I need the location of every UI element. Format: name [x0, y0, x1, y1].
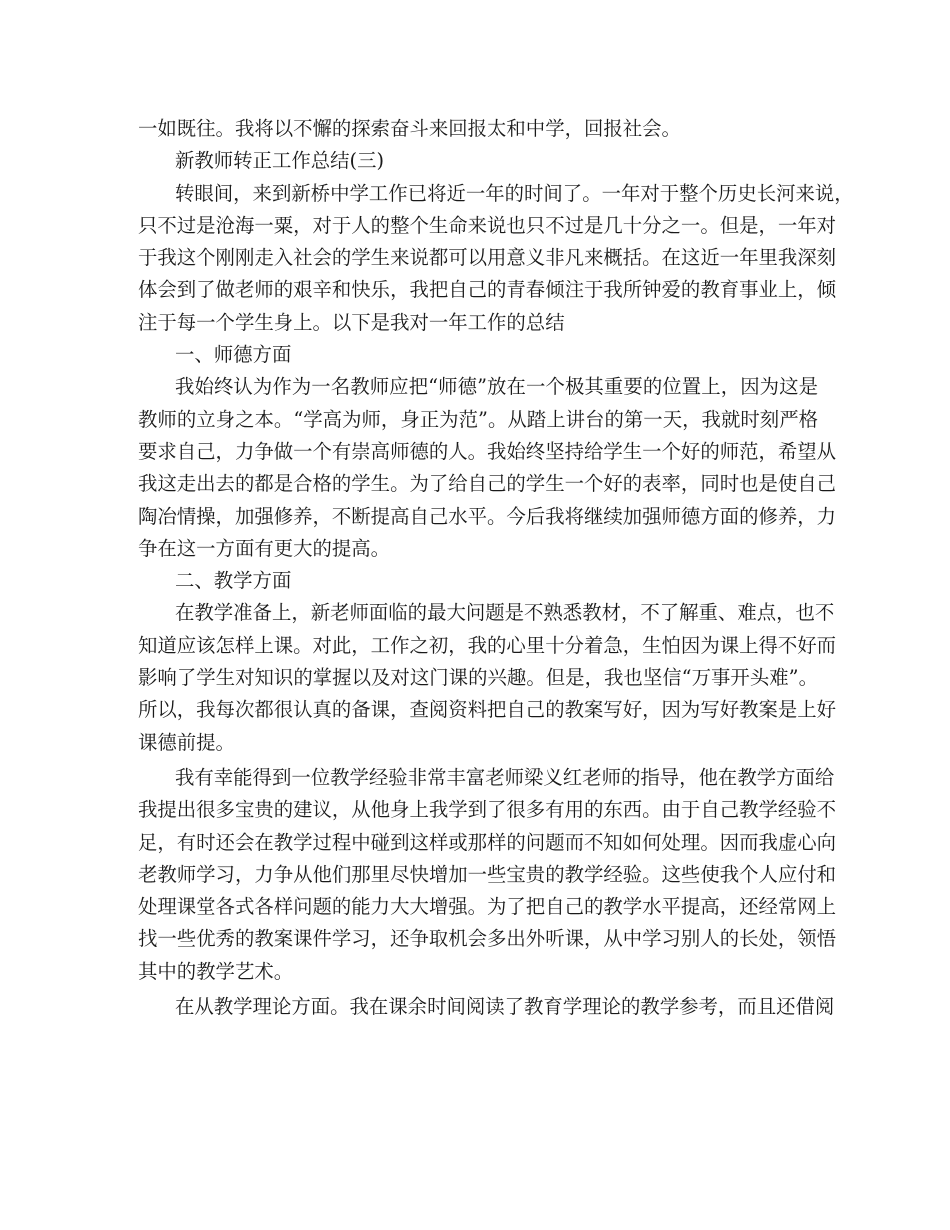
text-line: 教师的立身之本。“学高为师，身正为范”。从踏上讲台的第一天，我就时刻严格: [138, 407, 818, 431]
text-line: 影响了学生对知识的掌握以及对这门课的兴趣。但是，我也坚信“万事开头难”。: [138, 666, 818, 690]
text-line: 于我这个刚刚走入社会的学生来说都可以用意义非凡来概括。在这近一年里我深刻: [138, 246, 837, 270]
text-line: 所以，我每次都很认真的备课，查阅资料把自己的教案写好，因为写好教案是上好: [138, 698, 837, 722]
text-line: 体会到了做老师的艰辛和快乐，我把自己的青春倾注于我所钟爱的教育事业上，倾: [138, 278, 837, 302]
text-line: 二、教学方面: [175, 569, 292, 593]
text-line: 注于每一个学生身上。以下是我对一年工作的总结: [138, 310, 565, 334]
text-line: 只不过是沧海一粟，对于人的整个生命来说也只不过是几十分之一。但是，一年对: [138, 213, 837, 237]
text-line: 处理课堂各式各样问题的能力大大增强。为了把自己的教学水平提高，还经常网上: [138, 895, 837, 919]
text-line: 一如既往。我将以不懈的探索奋斗来回报太和中学，回报社会。: [138, 117, 681, 140]
text-line: 一、师德方面: [175, 343, 292, 367]
text-line: 老教师学习，力争从他们那里尽快增加一些宝贵的教学经验。这些使我个人应付和: [138, 862, 837, 886]
text-line: 在教学准备上，新老师面临的最大问题是不熟悉教材，不了解重、难点，也不: [175, 601, 835, 625]
text-line: 我提出很多宝贵的建议，从他身上我学到了很多有用的东西。由于自己教学经验不: [138, 798, 837, 822]
text-line: 争在这一方面有更大的提高。: [138, 536, 391, 560]
text-line: 陶冶情操，加强修养，不断提高自己水平。今后我将继续加强师德方面的修养，力: [138, 504, 837, 528]
text-line: 找一些优秀的教案课件学习，还争取机会多出外听课，从中学习别人的长处，领悟: [138, 927, 837, 951]
text-line: 我始终认为作为一名教师应把“师德”放在一个极其重要的位置上，因为这是: [175, 375, 818, 399]
text-line: 我有幸能得到一位教学经验非常丰富老师梁义红老师的指导，他在教学方面给: [175, 765, 835, 789]
text-line: 其中的教学艺术。: [138, 959, 294, 983]
text-line: 课德前提。: [138, 730, 235, 754]
text-line: 足，有时还会在教学过程中碰到这样或那样的问题而不知如何处理。因而我虚心向: [138, 830, 837, 854]
text-line: 转眼间，来到新桥中学工作已将近一年的时间了。一年对于整个历史长河来说，: [175, 181, 854, 205]
text-line: 新教师转正工作总结(三): [175, 149, 385, 173]
text-line: 我这走出去的都是合格的学生。为了给自己的学生一个好的表率，同时也是使自己: [138, 472, 837, 496]
text-line: 在从教学理论方面。我在课余时间阅读了教育学理论的教学参考，而且还借阅: [175, 995, 835, 1019]
text-line: 知道应该怎样上课。对此，工作之初，我的心里十分着急，生怕因为课上得不好而: [138, 633, 837, 657]
document-body: [138, 113, 854, 1023]
text-line: 要求自己，力争做一个有崇高师德的人。我始终坚持给学生一个好的师范，希望从: [138, 439, 837, 463]
